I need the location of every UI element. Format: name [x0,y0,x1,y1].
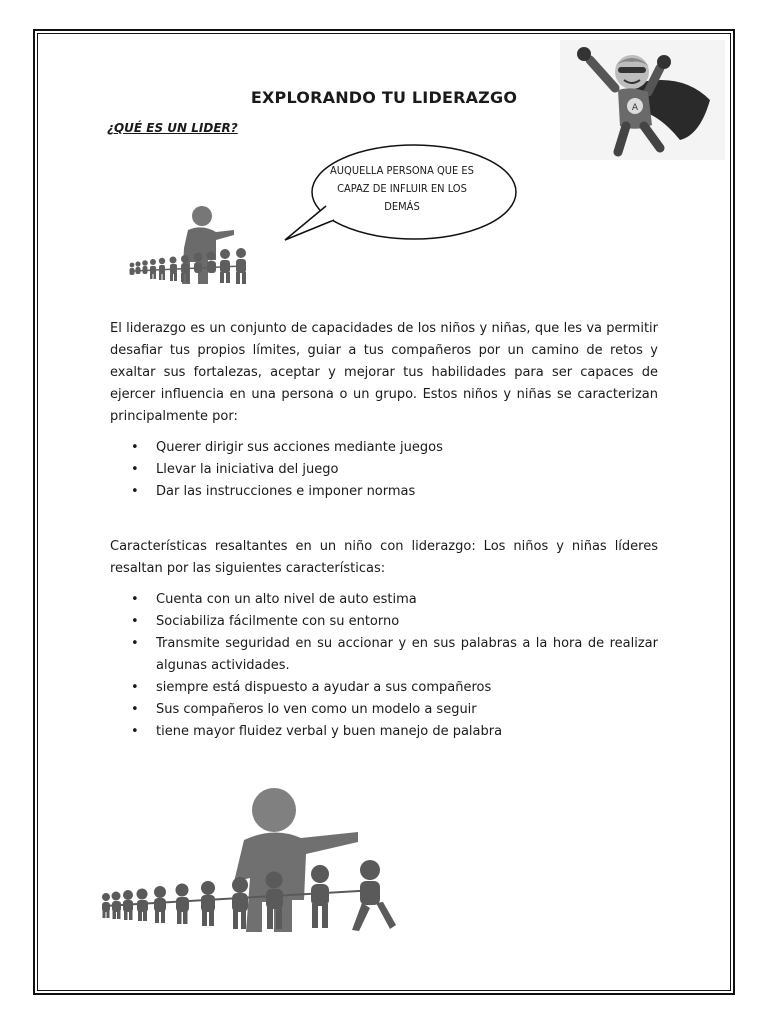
list-item: • Llevar la iniciativa del juego [110,459,658,481]
speech-bubble-text: AUQUELLA PERSONA QUE ES CAPAZ DE INFLUIR EN LOS DEMÁS [330,164,474,213]
paragraph-leadership-definition: El liderazgo es un conjunto de capacidades de los niños y niñas, que les va permitir desafiar tus propios límites, guiar a tus compañeros por un camino de retos y exaltar sus fortalezas, aceptar y mejorar tus habilidades para ser capaces de ejercer influencia en una persona o un grupo. Estos niños y niñas se caracterizan principalmente por: [110,321,658,424]
list-item: • Sociabiliza fácilmente con su entorno [110,611,658,633]
list-item: • siempre está dispuesto a ayudar a sus compañeros [110,677,658,699]
section-subtitle: ¿QUÉ ES UN LIDER? [107,121,238,135]
page-title: EXPLORANDO TU LIDERAZGO [250,88,518,107]
list-item: • Sus compañeros lo ven como un modelo a seguir [110,699,658,721]
svg-text:A: A [631,103,639,113]
leader-with-children-illustration [124,198,264,288]
superhero-kid-illustration [560,40,725,160]
list-item: • Dar las instrucciones e imponer normas [110,481,658,503]
list-item: • Querer dirigir sus acciones mediante juegos [110,437,658,459]
bullet-list-behaviors [110,437,658,503]
list-item: • Cuenta con un alto nivel de auto estima [110,589,658,611]
paragraph-characteristics-intro: Características resaltantes en un niño con liderazgo: Los niños y niñas líderes resaltan por las siguientes características: [110,539,658,576]
list-item: • tiene mayor fluidez verbal y buen manejo de palabra [110,721,658,743]
list-item: • Transmite seguridad en su accionar y en sus palabras a la hora de realizar algunas actividades. [110,633,658,677]
leader-with-children-large-illustration [96,782,406,942]
bullet-list-characteristics [110,589,658,743]
